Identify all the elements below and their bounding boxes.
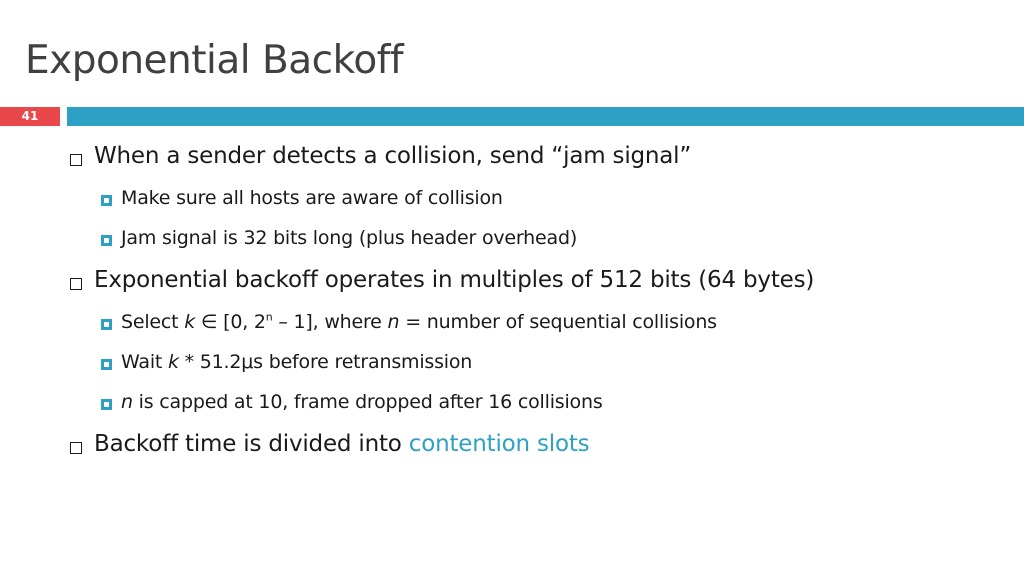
- contention-slots-link[interactable]: contention slots: [408, 431, 590, 457]
- hollow-square-bullet-icon: [70, 442, 82, 454]
- bullet-jam-signal: When a sender detects a collision, send “jam signal”: [94, 143, 692, 169]
- subbullet-select-k: Select k ∈ [0, 2$^n$ – 1], where n = number of sequential collisions: [121, 310, 717, 333]
- bullet-exponential-backoff: Exponential backoff operates in multiples of 512 bits (64 bytes): [94, 267, 815, 293]
- filled-square-bullet-icon: [101, 399, 112, 410]
- filled-square-bullet-icon: [101, 195, 112, 206]
- subbullet-jam-length: Jam signal is 32 bits long (plus header overhead): [121, 227, 578, 249]
- subbullet-hosts-aware: Make sure all hosts are aware of collision: [121, 187, 503, 209]
- hollow-square-bullet-icon: [70, 278, 82, 290]
- filled-square-bullet-icon: [101, 359, 112, 370]
- subbullet-n-capped: n is capped at 10, frame dropped after 16 collisions: [121, 391, 603, 413]
- title-accent-bar: [67, 107, 1024, 126]
- hollow-square-bullet-icon: [70, 154, 82, 166]
- filled-square-bullet-icon: [101, 319, 112, 330]
- bullet-backoff-time: Backoff time is divided into contention slots: [94, 431, 590, 457]
- slide-number: 41: [0, 107, 60, 126]
- subbullet-wait: Wait k * 51.2μs before retransmission: [121, 351, 473, 373]
- filled-square-bullet-icon: [101, 235, 112, 246]
- slide-title: Exponential Backoff: [25, 38, 404, 83]
